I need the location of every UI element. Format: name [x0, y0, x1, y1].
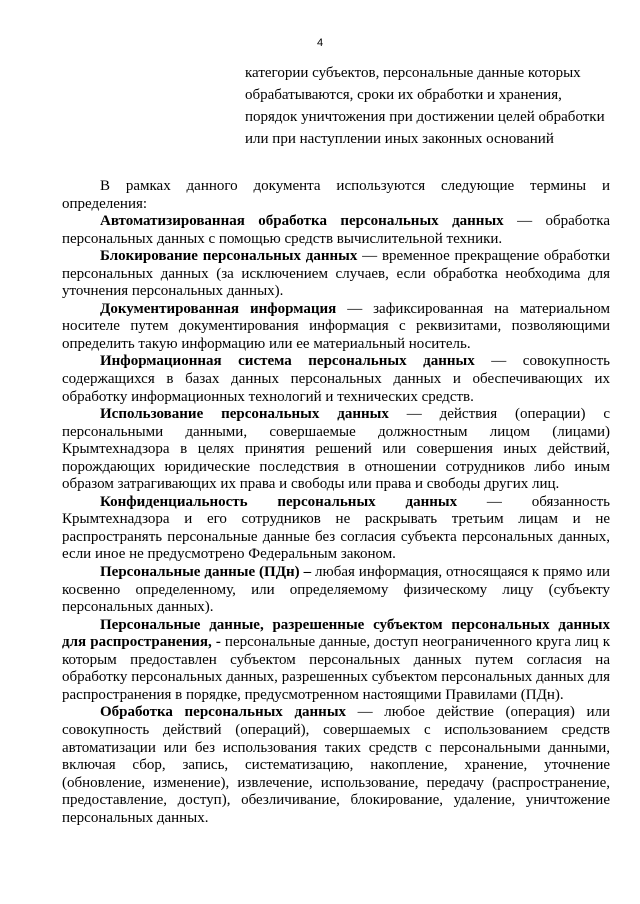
definition-term: Информационная система персональных данных: [100, 353, 475, 370]
definition-text: — обязанность Крымтехнадзора и его сотрудников не раскрывать третьим лицам и не распространять персональные данные без согласия субъекта персональных данных, если иное не предусмотрено Федеральным законом.: [62, 493, 610, 563]
scope-line: обрабатываются, сроки их обработки и хранения,: [245, 87, 562, 103]
document-scope-heading: [245, 62, 611, 150]
scope-line: категории субъектов, персональные данные которых: [245, 65, 581, 81]
definition-term: Автоматизированная обработка персональных данных: [100, 213, 504, 230]
definitions-body: [62, 178, 610, 827]
definition-paragraph: [62, 248, 610, 301]
definition-text: — временное прекращение обработки персональных данных (за исключением случаев, если обработка необходима для уточнения персональных данных).: [62, 248, 610, 300]
definition-text: — действия (операции) с персональными данными, совершаемые должностным лицом (лицами) Крымтехнадзора в целях принятия решений или совершения иных действий, порождающих юридические последствия в отношении сотрудников либо иным образом затрагивающих их права и свободы или права и свободы других лиц.: [62, 406, 610, 493]
scope-line: порядок уничтожения при достижении целей обработки: [245, 109, 605, 125]
definition-paragraph: [62, 353, 610, 406]
definition-term: Персональные данные, разрешенные субъектом персональных данных для распространения, -: [62, 616, 610, 651]
definition-text: — зафиксированная на материальном носителе путем документирования информация с реквизитами, позволяющими определить такую информацию или ее материальный носитель.: [62, 300, 610, 352]
definition-term: Персональные данные (ПДн) –: [100, 564, 312, 581]
definition-term: Блокирование персональных данных: [100, 248, 358, 265]
definition-text: — любое действие (операция) или совокупность действий (операций), совершаемых с использованием средств автоматизации или без использования таких средств с персональными данными, включая сбор, запись, систематизацию, накопление, хранение, уточнение (обновление, изменение), извлечение, использование, передачу (распространение, предоставление, доступ), обезличивание, блокирование, удаление, уничтожение персональных данных.: [62, 704, 610, 826]
definition-paragraph: [62, 704, 610, 827]
definition-term: Обработка персональных данных: [100, 704, 347, 721]
definition-paragraph: [62, 564, 610, 617]
definition-text: — обработка персональных данных с помощью средств вычислительной техники.: [62, 213, 611, 247]
intro-paragraph: В рамках данного документа используются следующие термины и определения:: [62, 178, 610, 212]
definition-term: Документированная информация: [100, 300, 337, 317]
definition-text: персональные данные, доступ неограниченного круга лиц к которым предоставлен субъектом персональных данных путем согласия на обработку персональных данных, разрешенных субъектом персональных данных для распространения в порядке, предусмотренном настоящими Правилами (ПДн).: [62, 634, 610, 703]
definition-paragraph: [62, 301, 610, 354]
definition-paragraph: [62, 617, 610, 705]
definition-term: Использование персональных данных: [100, 406, 389, 423]
definition-paragraph: [62, 494, 610, 564]
scope-line: или при наступлении иных законных оснований: [245, 131, 554, 147]
definition-paragraph: [62, 213, 610, 248]
definition-term: Конфиденциальность персональных данных: [100, 493, 458, 510]
definition-paragraph: [62, 406, 610, 494]
definition-text: — совокупность содержащихся в базах данных персональных данных и обеспечивающих их обработку информационных технологий и технических средств.: [62, 353, 610, 405]
page-number: 4: [316, 37, 324, 49]
definition-text: любая информация, относящаяся к прямо или косвенно определенному, или определяемому физическому лицу (субъекту персональных данных).: [62, 564, 610, 616]
